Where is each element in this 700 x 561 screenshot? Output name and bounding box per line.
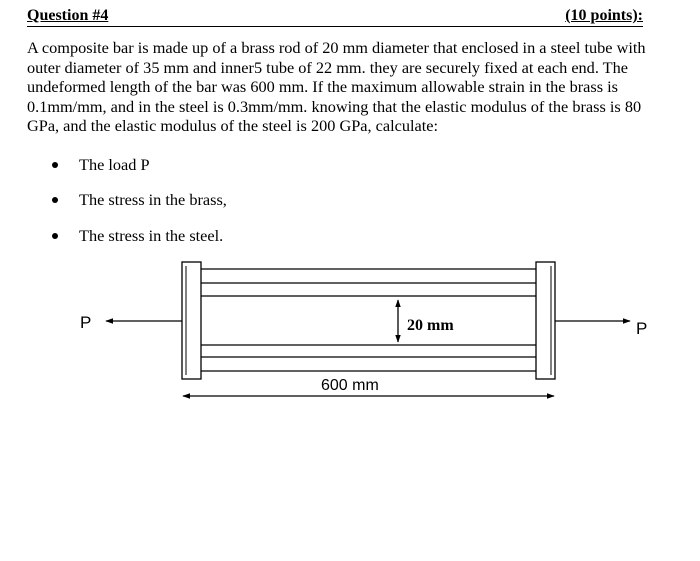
question-title: Question #4: [27, 7, 109, 24]
length-dimension: [183, 377, 554, 396]
length-label: 600 mm: [321, 377, 379, 394]
left-load-label: P: [80, 313, 92, 332]
diameter-dimension: [398, 300, 454, 342]
steel-tube: [201, 269, 536, 371]
task-text: The load P: [79, 155, 150, 174]
brass-rod: [201, 296, 536, 345]
right-load-arrow: [555, 319, 647, 338]
task-text: The stress in the steel.: [79, 226, 224, 245]
right-end-plate: [536, 262, 555, 379]
task-text: The stress in the brass,: [79, 190, 227, 209]
left-load-arrow: [80, 313, 182, 332]
right-load-label: P: [636, 319, 648, 338]
question-points: (10 points):: [565, 7, 643, 24]
left-end-plate: [182, 262, 201, 379]
problem-statement: A composite bar is made up of a brass rod of 20 mm diameter that enclosed in a steel tube with outer diameter of 35 mm and inner5 tube of 22 mm. they are securely fixed at each end. The undeformed length of the bar was 600 mm. If the maximum allowable strain in the brass is 0.1mm/mm, and in the steel is 0.3mm/mm. knowing that the elastic modulus of the brass is 80 GPa, and the elastic modulus of the steel is 200 GPa, calculate:: [27, 38, 646, 135]
diameter-label: 20 mm: [407, 317, 454, 334]
